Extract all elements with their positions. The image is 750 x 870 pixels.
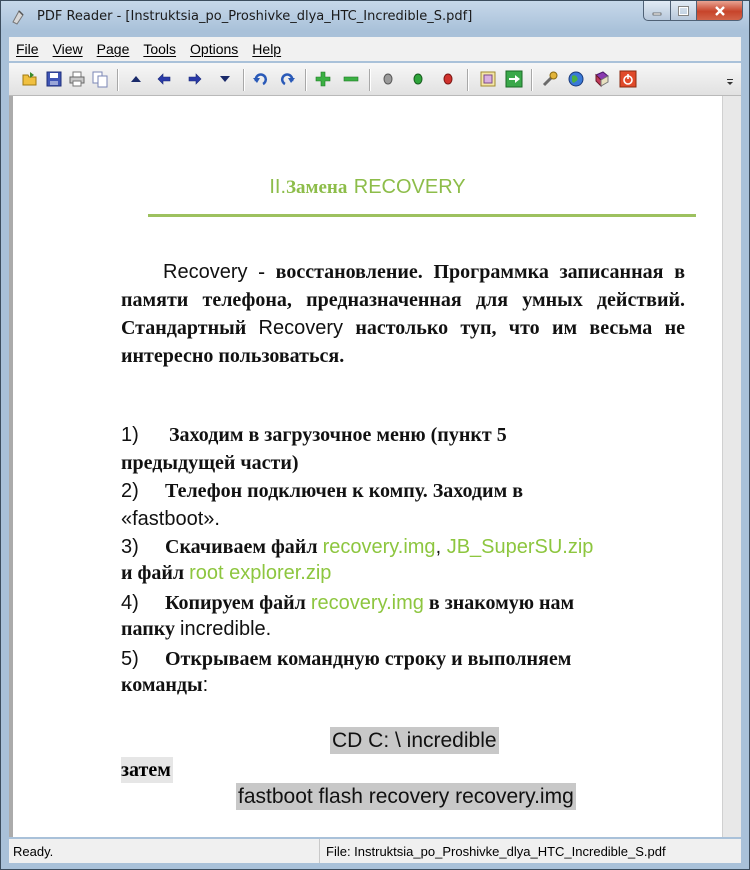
status-bar [9,839,741,863]
chevron-down-icon [725,70,735,88]
minimize-button[interactable] [643,1,671,21]
open-button[interactable] [21,70,39,88]
menu-file[interactable]: File [16,41,39,57]
link-recovery-img-2[interactable]: recovery.img [310,592,424,614]
zoom-in-icon [314,70,332,88]
globe-icon [567,70,585,88]
then-label: затем [121,759,171,781]
heading-english: RECOVERY [353,176,466,198]
redo-icon [279,70,297,88]
menu-options[interactable]: Options [190,41,239,57]
red-dot-icon [439,70,457,88]
forward-icon [186,70,204,88]
back-button[interactable] [155,70,173,88]
close-icon [714,5,726,17]
step-1-cont: предыдущей части) [121,452,299,474]
web-button[interactable] [567,70,585,88]
gray-dot-icon [379,70,397,88]
bookmarks-button[interactable] [593,70,611,88]
tools-icon [541,70,559,88]
menu-bar [9,37,741,61]
zoom-in-button[interactable] [314,70,332,88]
save-button[interactable] [45,70,63,88]
undo-button[interactable] [251,70,269,88]
title-bar[interactable] [1,1,749,35]
menu-page[interactable]: Page [96,41,130,57]
last-page-icon [216,70,234,88]
power-icon [619,70,637,88]
print-icon [68,70,86,88]
link-jb-supersu[interactable]: JB_SuperSU.zip [446,536,594,558]
fit-page-icon [479,70,497,88]
exit-button[interactable] [619,70,637,88]
forward-button[interactable] [186,70,204,88]
status-text: Ready. [13,844,54,859]
goto-icon [505,70,523,88]
tools-button[interactable] [541,70,559,88]
window-title: PDF Reader - [Instruktsia_po_Proshivke_dlya_HTC_Incredible_S.pdf] [37,9,473,24]
step-5-cont: команды: [121,674,209,696]
copy-icon [91,70,109,88]
first-page-button[interactable] [127,70,145,88]
status-file-pane [319,839,742,863]
step-3-cont: и файл root explorer.zip [121,562,332,584]
red-light-button[interactable] [439,70,457,88]
save-icon [45,70,63,88]
close-button[interactable] [697,1,743,21]
step-2: 2) Телефон подключен к компу. Заходим в [121,480,523,502]
last-page-button[interactable] [216,70,234,88]
copy-button[interactable] [91,70,109,88]
menu-view[interactable]: View [52,41,83,57]
green-light-button[interactable] [409,70,427,88]
intro-paragraph: Recovery - восстановление. Программка записанная в памяти телефона, предназначенная для умных действий. Стандартный Recovery настолько туп, что им весьма не интересно пользоваться. [121,261,685,367]
command-cd: CD C: \ incredible [332,729,497,752]
step-3: 3) Скачиваем файл recovery.img, JB_SuperSU.zip [121,536,594,558]
step-2-cont: «fastboot». [121,508,220,530]
step-4: 4) Копируем файл recovery.img в знакомую нам [121,592,575,614]
maximize-icon [678,6,689,16]
heading-russian: Замена [286,177,348,198]
pdf-reader-app-icon[interactable] [10,9,26,25]
toolbar [9,63,741,96]
link-recovery-img[interactable]: recovery.img [322,536,436,558]
pdf-page [13,96,722,837]
gray-light-button[interactable] [379,70,397,88]
toolbar-overflow-button[interactable] [725,70,735,88]
step-1: 1) Заходим в загрузочное меню (пункт 5 [121,424,507,446]
heading-rule [148,214,696,217]
back-icon [155,70,173,88]
green-dot-icon [409,70,427,88]
document-viewport[interactable] [9,96,741,837]
menu-tools[interactable]: Tools [143,41,177,57]
menu-help[interactable]: Help [252,41,282,57]
section-heading [13,174,722,199]
undo-icon [251,70,269,88]
first-page-icon [127,70,145,88]
vertical-scrollbar[interactable] [722,96,741,837]
zoom-out-button[interactable] [342,70,360,88]
status-file: File: Instruktsia_po_Proshivke_dlya_HTC_Incredible_S.pdf [326,844,666,859]
step-4-cont: папку incredible. [121,618,272,640]
print-button[interactable] [68,70,86,88]
zoom-out-icon [342,70,360,88]
link-root-explorer[interactable]: root explorer.zip [189,562,332,584]
heading-number: II. [269,176,287,198]
command-fastboot: fastboot flash recovery recovery.img [238,785,574,808]
minimize-icon [652,6,662,16]
goto-button[interactable] [505,70,523,88]
book-icon [593,70,611,88]
redo-button[interactable] [279,70,297,88]
maximize-button[interactable] [671,1,697,21]
step-5: 5) Открываем командную строку и выполняем [121,648,572,670]
fit-page-button[interactable] [479,70,497,88]
open-folder-icon [21,70,39,88]
